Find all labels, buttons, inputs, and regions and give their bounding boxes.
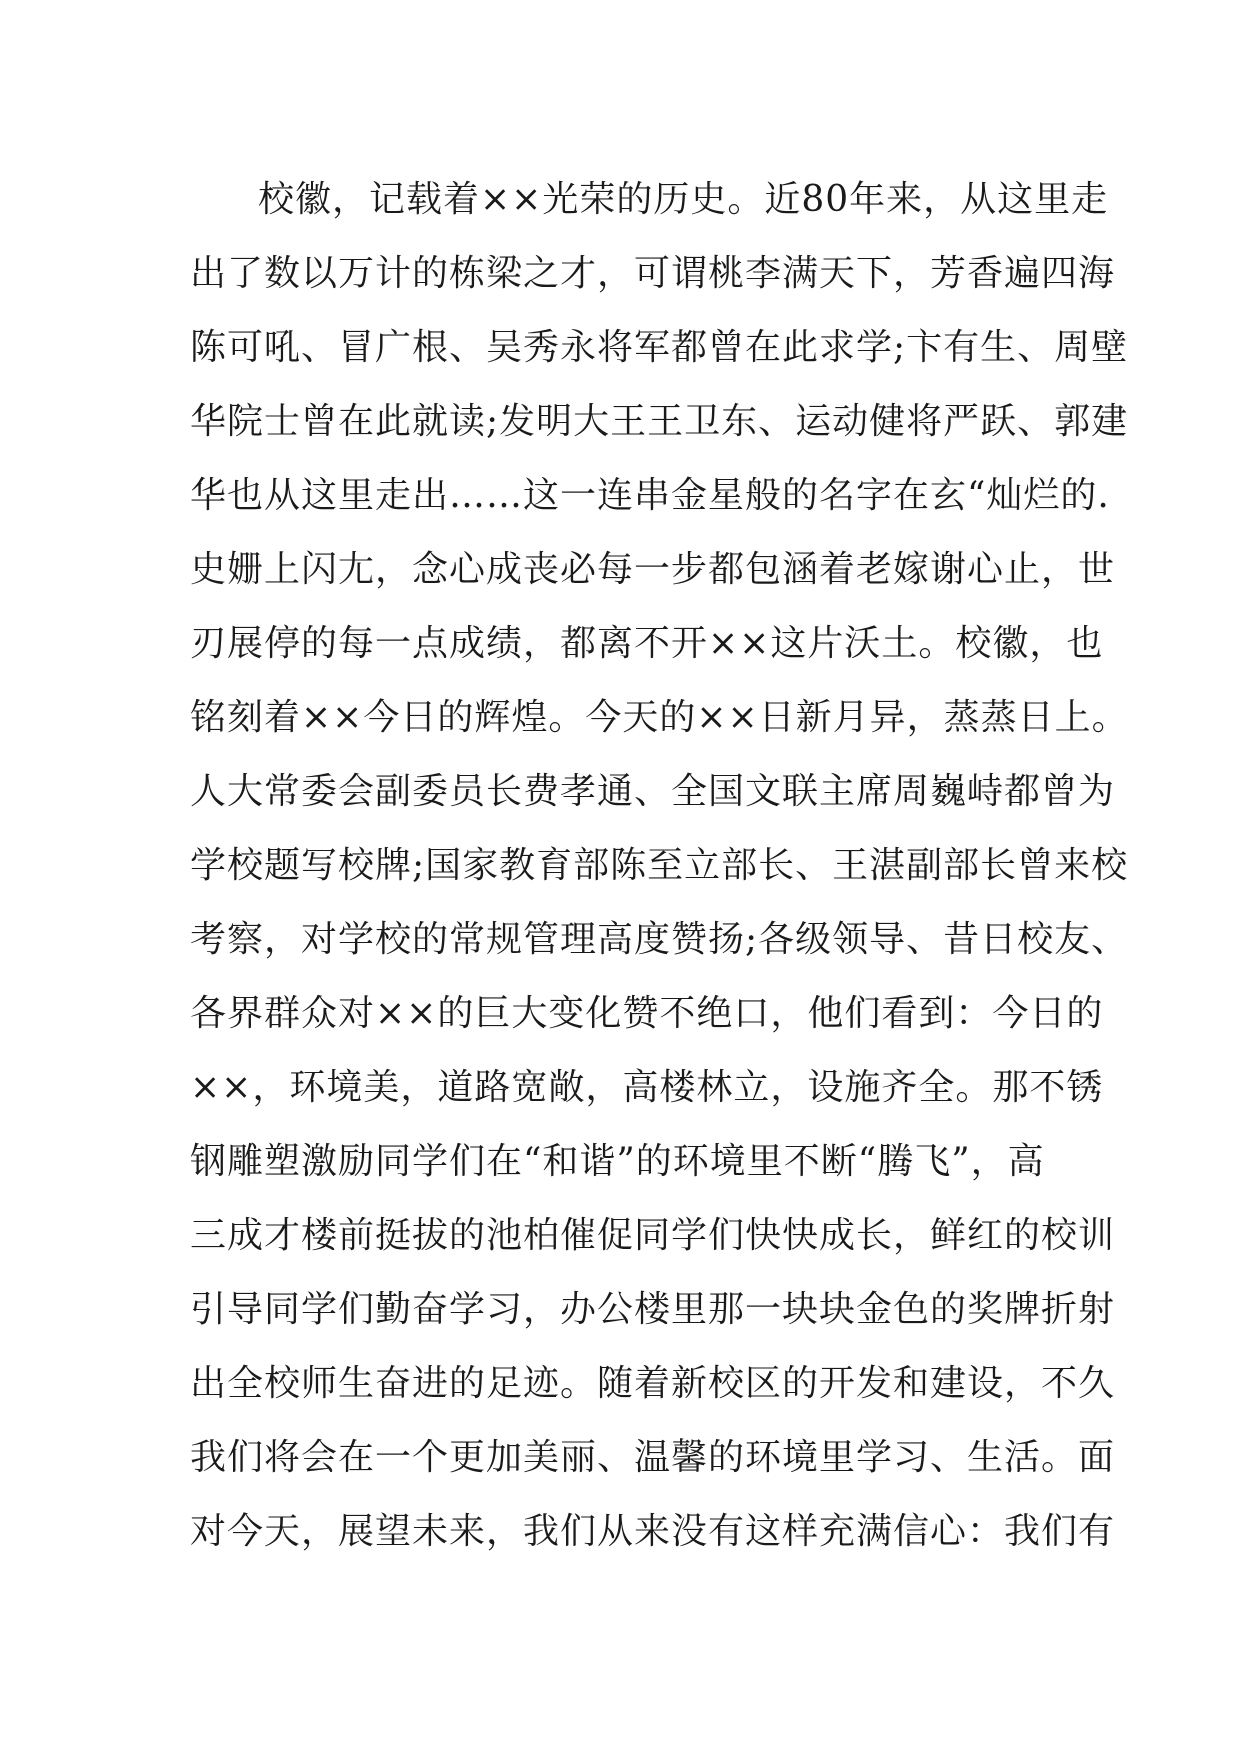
text-line: 华院士曾在此就读;发明大王王卫东、运动健将严跃、郭建 xyxy=(190,401,1129,442)
text-line: 人大常委会副委员长费孝通、全国文联主席周巍峙都曾为 xyxy=(190,771,1116,812)
text-line: 铭刻着××今日的辉煌。今天的××日新月异，蒸蒸日上。 xyxy=(190,697,1129,738)
text-line: 钢雕塑激励同学们在“和谐”的环境里不断“腾飞”，高 xyxy=(190,1141,1045,1182)
text-line: 三成才楼前挺拔的池柏催促同学们快快成长，鲜红的校训 xyxy=(190,1215,1116,1256)
text-line: 出全校师生奋进的足迹。随着新校区的开发和建设，不久 xyxy=(190,1363,1116,1404)
text-line: 史姗上闪尢，念心成丧必每一步都包涵着老嫁谢心止，世 xyxy=(190,549,1116,590)
text-line: 陈可吼、冒广根、吴秀永将军都曾在此求学;卞有生、周壁 xyxy=(190,327,1129,368)
body-text xyxy=(190,170,1129,1576)
text-line: ××，环境美，道路宽敞，高楼林立，设施齐全。那不锈 xyxy=(190,1067,1104,1108)
text-line: 华也从这里走出……这一连串金星般的名字在玄“灿烂的. xyxy=(190,475,1110,516)
text-line: 校徽，记载着××光荣的历史。近80年来，从这里走 xyxy=(258,179,1109,220)
text-line: 刃展停的每一点成绩，都离不开××这片沃土。校徽，也 xyxy=(190,623,1104,664)
text-line: 学校题写校牌;国家教育部陈至立部长、王湛副部长曾来校 xyxy=(190,845,1129,886)
text-line: 考察，对学校的常规管理高度赞扬;各级领导、昔日校友、 xyxy=(190,919,1129,960)
text-line: 我们将会在一个更加美丽、温馨的环境里学习、生活。面 xyxy=(190,1437,1116,1478)
text-line: 引导同学们勤奋学习，办公楼里那一块块金色的奖牌折射 xyxy=(190,1289,1116,1330)
text-line: 对今天，展望未来，我们从来没有这样充满信心：我们有 xyxy=(190,1511,1116,1552)
text-line: 各界群众对××的巨大变化赞不绝口，他们看到：今日的 xyxy=(190,993,1104,1034)
text-line: 出了数以万计的栋梁之才，可谓桃李满天下，芳香遍四海 xyxy=(190,253,1116,294)
